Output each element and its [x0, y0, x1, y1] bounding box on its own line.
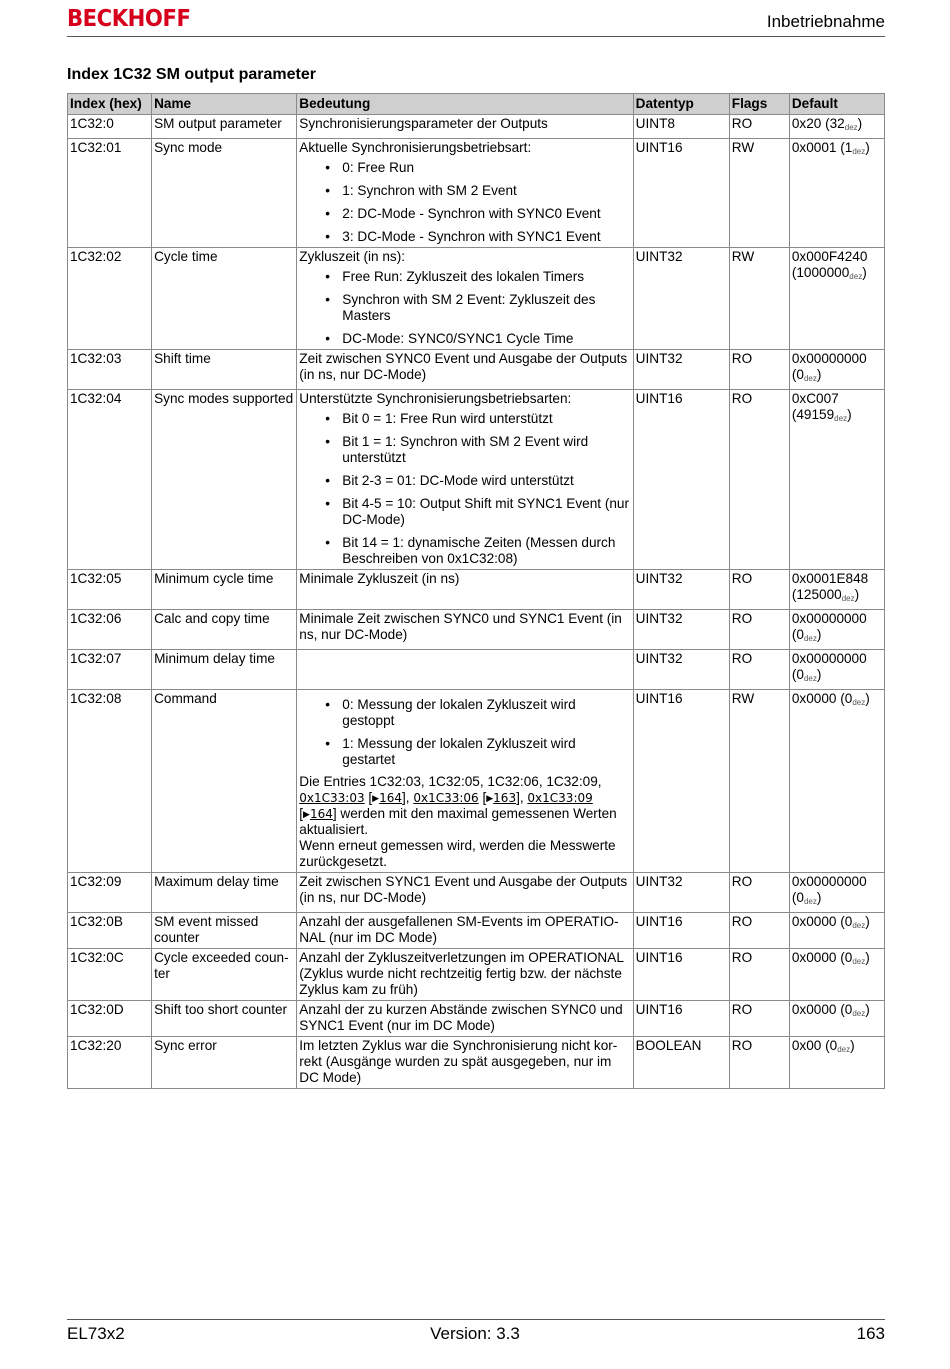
table-header-row [68, 94, 885, 115]
cell-meaning [297, 115, 633, 139]
page-reference-link[interactable]: 164 [309, 807, 333, 821]
link-bracket: [ [299, 806, 304, 821]
default-close: ) [850, 1038, 855, 1053]
meaning-text: Anzahl der Zykluszeitverletzungen im OPERATIONAL (Zyklus wurde nicht rechtzeitig fertig bzw. der nächste Zyklus kam zu früh) [299, 950, 624, 997]
decimal-subscript: dez [852, 921, 866, 930]
cell-index: 1C32:03 [68, 350, 152, 390]
cell-name: SM output parameter [152, 115, 297, 139]
bullet-list [299, 269, 630, 347]
cell-index: 1C32:02 [68, 248, 152, 350]
cell-flags: RW [729, 248, 789, 350]
cell-default [789, 913, 884, 949]
cell-index: 1C32:01 [68, 139, 152, 248]
note-text: Die Entries 1C32:03, 1C32:05, 1C32:06, 1C32:09, [299, 774, 602, 789]
cell-meaning [297, 610, 633, 650]
cell-meaning [297, 913, 633, 949]
table-row [68, 913, 885, 949]
decimal-subscript: dez [852, 957, 866, 966]
link-bracket: ] [332, 806, 337, 821]
footer-page-number: 163 [856, 1324, 885, 1343]
bullet-list [299, 411, 630, 567]
cell-index: 1C32:09 [68, 873, 152, 913]
cell-flags: RO [729, 650, 789, 690]
default-close: ) [816, 367, 822, 382]
cell-name: Cycle exceeded coun-ter [152, 949, 297, 1001]
cell-meaning [297, 650, 633, 690]
decimal-subscript: dez [844, 123, 858, 132]
default-value: 0x00 (0 [791, 1038, 838, 1053]
meaning-text: Minimale Zeit zwischen SYNC0 und SYNC1 Event (in ns, nur DC-Mode) [299, 611, 622, 642]
meaning-text: Minimale Zykluszeit (in ns) [299, 571, 460, 586]
column-header-index: Index (hex) [68, 94, 152, 115]
table-row [68, 115, 885, 139]
cell-index: 1C32:0D [68, 1001, 152, 1037]
default-value: 0x0001 (1 [791, 140, 853, 155]
page-heading: Index 1C32 SM output parameter [67, 66, 316, 83]
default-value: 0x0001E848 (125000 [791, 571, 869, 602]
bullet-list [299, 697, 630, 768]
cell-default [789, 570, 884, 610]
table-row [68, 949, 885, 1001]
cell-meaning [297, 1037, 633, 1089]
link-bracket: [ [364, 790, 373, 805]
cell-meaning [297, 390, 633, 570]
cell-type: UINT16 [633, 1001, 729, 1037]
cell-flags: RO [729, 1037, 789, 1089]
footer-product: EL73x2 [67, 1324, 125, 1343]
cell-name: Sync error [152, 1037, 297, 1089]
cell-name: Sync modes supported [152, 390, 297, 570]
cell-index: 1C32:04 [68, 390, 152, 570]
default-close: ) [847, 407, 852, 422]
default-value: 0x00000000 (0 [791, 351, 867, 382]
cell-default [789, 115, 884, 139]
cell-name: Calc and copy time [152, 610, 297, 650]
column-header-meaning: Bedeutung [297, 94, 633, 115]
cell-name: SM event missed counter [152, 913, 297, 949]
cell-name: Shift time [152, 350, 297, 390]
cell-type: UINT32 [633, 570, 729, 610]
cell-flags: RO [729, 570, 789, 610]
note-text: Wenn erneut gemessen wird, werden die Messwerte zurückgesetzt. [299, 838, 616, 869]
bullet-item: • DC-Mode: SYNC0/SYNC1 Cycle Time [325, 331, 630, 347]
decimal-subscript: dez [803, 374, 817, 383]
bullet-item: • Bit 0 = 1: Free Run wird unterstützt [325, 411, 630, 427]
table-row [68, 873, 885, 913]
table-row [68, 350, 885, 390]
table-row [68, 610, 885, 650]
cell-flags: RO [729, 1001, 789, 1037]
decimal-subscript: dez [803, 897, 817, 906]
bullet-item: • Bit 14 = 1: dynamische Zeiten (Messen durch Beschreiben von 0x1C32:08) [325, 535, 630, 567]
page-arrow-icon: ▶ [303, 809, 310, 819]
bullet-item: • 0: Messung der lokalen Zykluszeit wird gestoppt [325, 697, 630, 729]
cell-flags: RO [729, 115, 789, 139]
cross-reference-link[interactable]: 0x1C33:09 [527, 791, 593, 805]
parameter-table [67, 93, 885, 1089]
cell-type: UINT16 [633, 949, 729, 1001]
cell-flags: RW [729, 139, 789, 248]
link-bracket: [ [478, 790, 487, 805]
cell-type: UINT16 [633, 139, 729, 248]
decimal-subscript: dez [852, 1009, 866, 1018]
cell-index: 1C32:08 [68, 690, 152, 873]
bullet-item: • Bit 2-3 = 01: DC-Mode wird unterstützt [325, 473, 630, 489]
default-value: 0x0000 (0 [791, 1002, 853, 1017]
cell-default [789, 390, 884, 570]
bullet-item: • Free Run: Zykluszeit des lokalen Timers [325, 269, 630, 285]
cross-reference-link[interactable]: 0x1C33:03 [299, 791, 365, 805]
table-row [68, 570, 885, 610]
cell-index: 1C32:06 [68, 610, 152, 650]
column-header-type: Datentyp [633, 94, 729, 115]
cell-default [789, 610, 884, 650]
default-value: 0x0000 (0 [791, 914, 853, 929]
cell-meaning [297, 248, 633, 350]
default-value: 0x0000 (0 [791, 950, 853, 965]
cell-flags: RO [729, 913, 789, 949]
column-header-name: Name [152, 94, 297, 115]
default-close: ) [865, 1002, 870, 1017]
cell-meaning [297, 350, 633, 390]
table-row [68, 139, 885, 248]
cell-name: Command [152, 690, 297, 873]
command-note [299, 774, 630, 870]
bullet-item: • Bit 4-5 = 10: Output Shift mit SYNC1 Event (nur DC-Mode) [325, 496, 630, 528]
cell-type: UINT8 [633, 115, 729, 139]
default-value: 0x00000000 (0 [791, 611, 867, 642]
cell-default [789, 650, 884, 690]
bullet-item: • 1: Messung der lokalen Zykluszeit wird gestartet [325, 736, 630, 768]
page-arrow-icon: ▶ [486, 793, 494, 803]
cell-type: UINT32 [633, 873, 729, 913]
cell-default [789, 139, 884, 248]
cell-type: UINT16 [633, 913, 729, 949]
default-value: 0x00000000 (0 [791, 651, 867, 682]
default-value: 0x20 (32 [791, 116, 845, 131]
default-close: ) [816, 627, 822, 642]
bullet-item: • Synchron with SM 2 Event: Zykluszeit des Masters [325, 292, 630, 324]
footer-divider [67, 1319, 885, 1320]
decimal-subscript: dez [852, 698, 866, 707]
cell-index: 1C32:07 [68, 650, 152, 690]
bullet-item: • 3: DC-Mode - Synchron with SYNC1 Event [325, 229, 630, 245]
cell-name: Minimum delay time [152, 650, 297, 690]
default-close: ) [865, 950, 870, 965]
cell-type: UINT32 [633, 610, 729, 650]
cell-flags: RO [729, 610, 789, 650]
cell-flags: RO [729, 350, 789, 390]
cell-flags: RO [729, 949, 789, 1001]
meaning-text: Synchronisierungsparameter der Outputs [299, 116, 548, 131]
default-close: ) [865, 691, 870, 706]
cell-flags: RO [729, 873, 789, 913]
default-value: 0x00000000 (0 [791, 874, 867, 905]
column-header-flags: Flags [729, 94, 789, 115]
default-close: ) [857, 116, 863, 131]
default-value: 0x0000 (0 [791, 691, 853, 706]
meaning-text: Zeit zwischen SYNC0 Event und Ausgabe der Outputs (in ns, nur DC-Mode) [299, 351, 628, 382]
decimal-subscript: dez [841, 594, 855, 603]
cell-type: UINT32 [633, 248, 729, 350]
table-row [68, 248, 885, 350]
footer-version: Version: 3.3 [430, 1324, 520, 1343]
default-value: 0xC007 (49159 [791, 391, 839, 422]
cell-meaning [297, 949, 633, 1001]
page-reference-link[interactable]: 164 [379, 791, 402, 805]
bullet-item: • 1: Synchron with SM 2 Event [325, 183, 630, 199]
cell-default [789, 350, 884, 390]
meaning-text: Unterstützte Synchronisierungsbetriebsarten: [299, 391, 572, 406]
meaning-text: Aktuelle Synchronisierungsbetriebsart: [299, 140, 532, 155]
cell-meaning [297, 139, 633, 248]
cell-flags: RW [729, 690, 789, 873]
cell-default [789, 949, 884, 1001]
cell-default [789, 873, 884, 913]
decimal-subscript: dez [852, 147, 866, 156]
table-row [68, 650, 885, 690]
default-close: ) [865, 140, 870, 155]
cell-default [789, 690, 884, 873]
cell-name: Maximum delay time [152, 873, 297, 913]
cell-type: UINT32 [633, 350, 729, 390]
cell-meaning [297, 570, 633, 610]
cell-name: Minimum cycle time [152, 570, 297, 610]
default-close: ) [865, 914, 870, 929]
table-row [68, 690, 885, 873]
cell-default [789, 1037, 884, 1089]
decimal-subscript: dez [837, 1045, 851, 1054]
bullet-item: • 2: DC-Mode - Synchron with SYNC0 Event [325, 206, 630, 222]
default-close: ) [854, 587, 860, 602]
decimal-subscript: dez [803, 634, 817, 643]
bullet-list [299, 160, 630, 245]
meaning-text: Zykluszeit (in ns): [299, 249, 406, 264]
note-text: werden mit den maximal gemessenen Werten aktualisiert. [299, 806, 617, 837]
cell-meaning [297, 690, 633, 873]
cross-reference-link[interactable]: 0x1C33:06 [413, 791, 479, 805]
meaning-text: Zeit zwischen SYNC1 Event und Ausgabe der Outputs (in ns, nur DC-Mode) [299, 874, 628, 905]
cell-type: UINT16 [633, 390, 729, 570]
meaning-text: Im letzten Zyklus war die Synchronisierung nicht kor-rekt (Ausgänge wurden zu spät ausgegeben, nur im DC Mode) [299, 1038, 618, 1085]
meaning-text: Anzahl der ausgefallenen SM-Events im OPERATIO-NAL (nur im DC Mode) [299, 914, 619, 945]
default-close: ) [862, 265, 867, 280]
bullet-item: • Bit 1 = 1: Synchron with SM 2 Event wird unterstützt [325, 434, 630, 466]
cell-type: UINT16 [633, 690, 729, 873]
cell-index: 1C32:05 [68, 570, 152, 610]
header-divider [67, 36, 885, 37]
cell-meaning [297, 873, 633, 913]
decimal-subscript: dez [849, 272, 863, 281]
link-bracket: ], [516, 790, 528, 805]
cell-index: 1C32:0C [68, 949, 152, 1001]
default-close: ) [816, 667, 822, 682]
table-row [68, 1001, 885, 1037]
cell-type: UINT32 [633, 650, 729, 690]
cell-name: Cycle time [152, 248, 297, 350]
cell-index: 1C32:20 [68, 1037, 152, 1089]
cell-name: Shift too short counter [152, 1001, 297, 1037]
link-bracket: ], [402, 790, 414, 805]
section-title: Inbetriebnahme [766, 12, 885, 31]
meaning-text: Anzahl der zu kurzen Abstände zwischen SYNC0 und SYNC1 Event (nur im DC Mode) [299, 1002, 623, 1033]
cell-name: Sync mode [152, 139, 297, 248]
column-header-default: Default [789, 94, 884, 115]
cell-index: 1C32:0 [68, 115, 152, 139]
beckhoff-logo: BECKHOFF [67, 6, 191, 32]
cell-default [789, 1001, 884, 1037]
decimal-subscript: dez [803, 674, 817, 683]
cell-flags: RO [729, 390, 789, 570]
cell-type: BOOLEAN [633, 1037, 729, 1089]
table-row [68, 1037, 885, 1089]
table-row [68, 390, 885, 570]
bullet-item: • 0: Free Run [325, 160, 630, 176]
cell-meaning [297, 1001, 633, 1037]
default-close: ) [816, 890, 822, 905]
page-reference-link[interactable]: 163 [493, 791, 517, 805]
decimal-subscript: dez [834, 414, 848, 423]
cell-default [789, 248, 884, 350]
default-value: 0x000F4240 (1000000 [791, 249, 868, 280]
cell-index: 1C32:0B [68, 913, 152, 949]
page-arrow-icon: ▶ [372, 793, 380, 803]
